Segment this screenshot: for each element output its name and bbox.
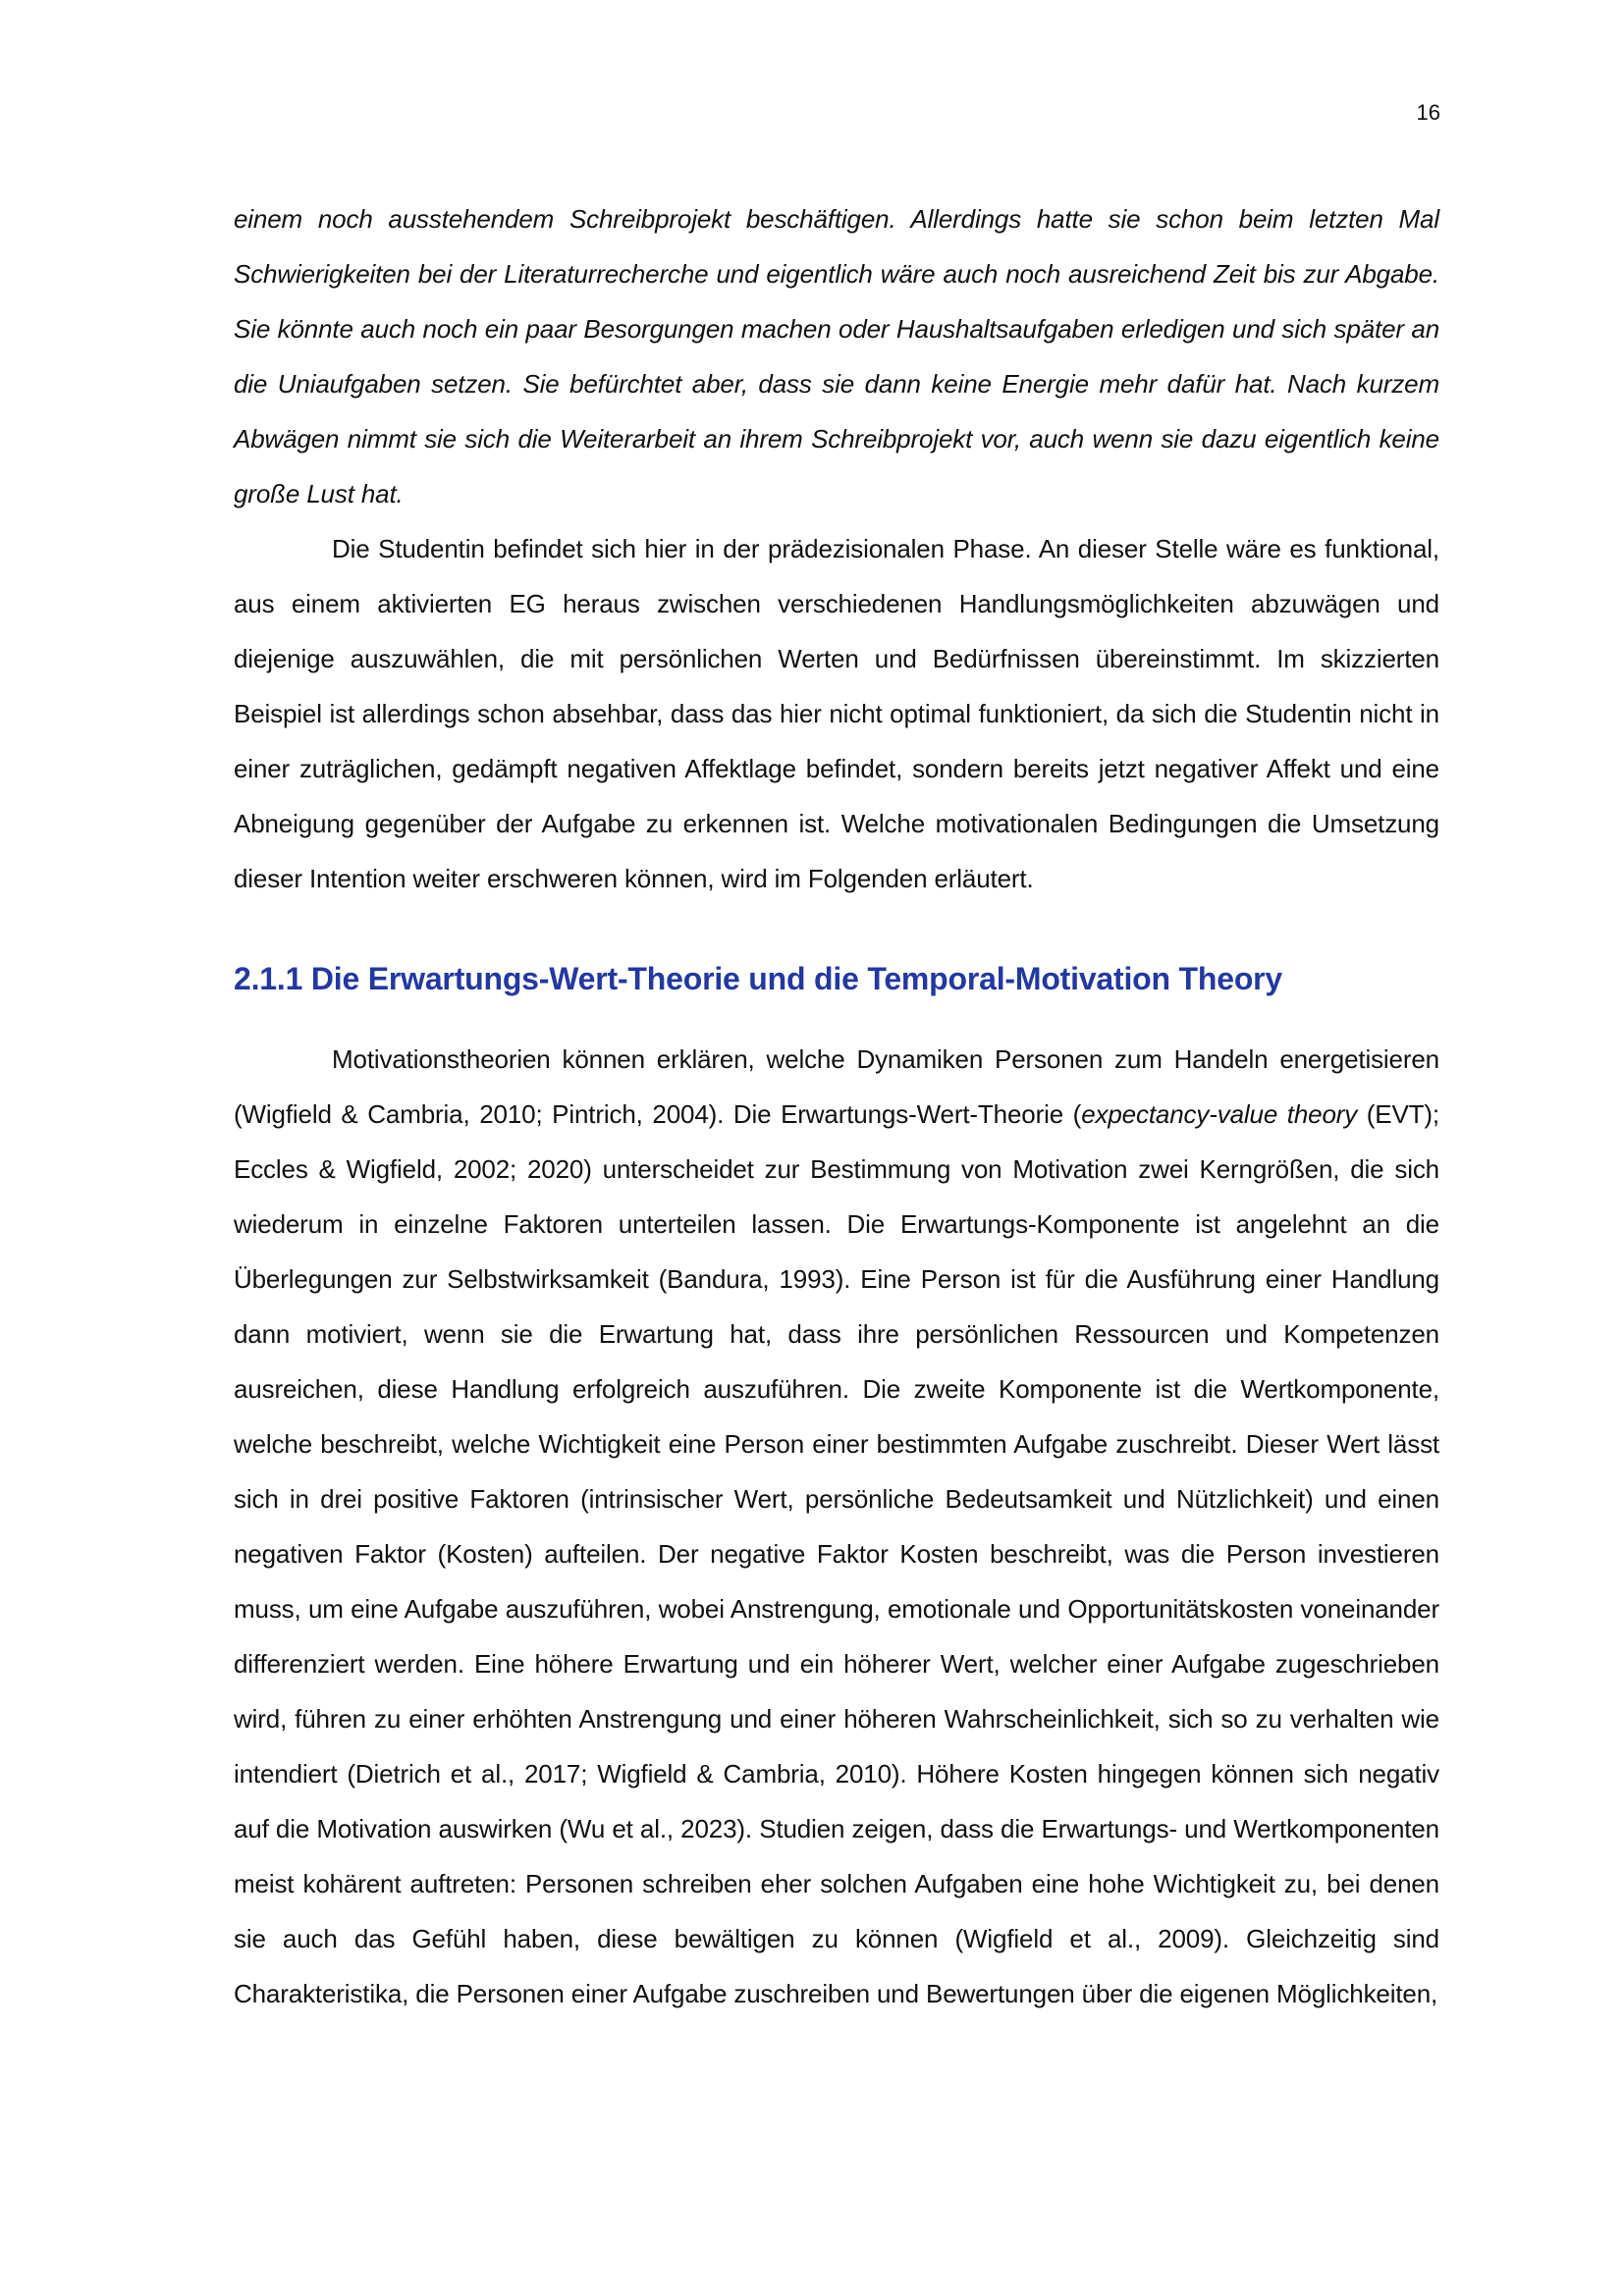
evt-paragraph bbox=[234, 1032, 1439, 2021]
page-content bbox=[234, 191, 1439, 2021]
page-number: 16 bbox=[1416, 100, 1440, 125]
phase-paragraph: Die Studentin befindet sich hier in der prädezisionalen Phase. An dieser Stelle wäre es funktional, aus einem aktivierten EG heraus zwischen verschiedenen Handlungsmöglichkeiten abzuwägen und diejenige auszuwählen, die mit persönlichen Werten und Bedürfnissen übereinstimmt. Im skizzierten Beispiel ist allerdings schon absehbar, dass das hier nicht optimal funktioniert, da sich die Studentin nicht in einer zuträglichen, gedämpft negativen Affektlage befindet, sondern bereits jetzt negativer Affekt und eine Abneigung gegenüber der Aufgabe zu erkennen ist. Welche motivationalen Bedingungen die Umsetzung dieser Intention weiter erschweren können, wird im Folgenden erläutert. bbox=[234, 534, 1439, 893]
evt-text-part2: (EVT); Eccles & Wigfield, 2002; 2020) unterscheidet zur Bestimmung von Motivation zwei Kerngrößen, die sich wiederum in einzelne Faktoren unterteilen lassen. Die Erwartungs-Komponente ist angelehnt an die Überlegungen zur Selbstwirksamkeit (Bandura, 1993). Eine Person ist für die Ausführung einer Handlung dann motiviert, wenn sie die Erwartung hat, dass ihre persönlichen Ressourcen und Kompetenzen ausreichen, diese Handlung erfolgreich auszuführen. Die zweite Komponente ist die Wertkomponente, welche beschreibt, welche Wichtigkeit eine Person einer bestimmten Aufgabe zuschreibt. Dieser Wert lässt sich in drei positive Faktoren (intrinsischer Wert, persönliche Bedeutsamkeit und Nützlichkeit) und einen negativen Faktor (Kosten) aufteilen. Der negative Faktor Kosten beschreibt, was die Person investieren muss, um eine Aufgabe auszuführen, wobei Anstrengung, emotionale und Opportunitätskosten voneinander differenziert werden. Eine höhere Erwartung und ein höherer Wert, welcher einer Aufgabe zugeschrieben wird, führen zu einer erhöhten Anstrengung und einer höheren Wahrscheinlichkeit, sich so zu verhalten wie intendiert (Dietrich et al., 2017; Wigfield & Cambria, 2010). Höhere Kosten hingegen können sich negativ auf die Motivation auswirken (Wu et al., 2023). Studien zeigen, dass die Erwartungs- und Wertkomponenten meist kohärent auftreten: Personen schreiben eher solchen Aufgaben eine hohe Wichtigkeit zu, bei denen sie auch das Gefühl haben, diese bewältigen zu können (Wigfield et al., 2009). Gleichzeitig sind Charakteristika, die Personen einer Aufgabe zuschreiben und Bewertungen über die eigenen Möglichkeiten, bbox=[234, 1099, 1439, 2008]
section-heading: 2.1.1 Die Erwartungs-Wert-Theorie und die Temporal-Motivation Theory bbox=[234, 961, 1283, 996]
evt-text-part1: Motivationstheorien können erklären, welche Dynamiken Personen zum Handeln energetisieren (Wigfield & Cambria, 2010; Pintrich, 2004). Die Erwartungs-Wert-Theorie ( bbox=[234, 1044, 1439, 1129]
evt-italic-term: expectancy-value theory bbox=[1081, 1099, 1358, 1129]
vignette-paragraph: einem noch ausstehendem Schreibprojekt beschäftigen. Allerdings hatte sie schon beim letzten Mal Schwierigkeiten bei der Literaturrecherche und eigentlich wäre auch noch ausreichend Zeit bis zur Abgabe. Sie könnte auch noch ein paar Besorgungen machen oder Haushaltsaufgaben erledigen und sich später an die Uniaufgaben setzen. Sie befürchtet aber, dass sie dann keine Energie mehr dafür hat. Nach kurzem Abwägen nimmt sie sich die Weiterarbeit an ihrem Schreibprojekt vor, auch wenn sie dazu eigentlich keine große Lust hat. bbox=[234, 204, 1439, 508]
